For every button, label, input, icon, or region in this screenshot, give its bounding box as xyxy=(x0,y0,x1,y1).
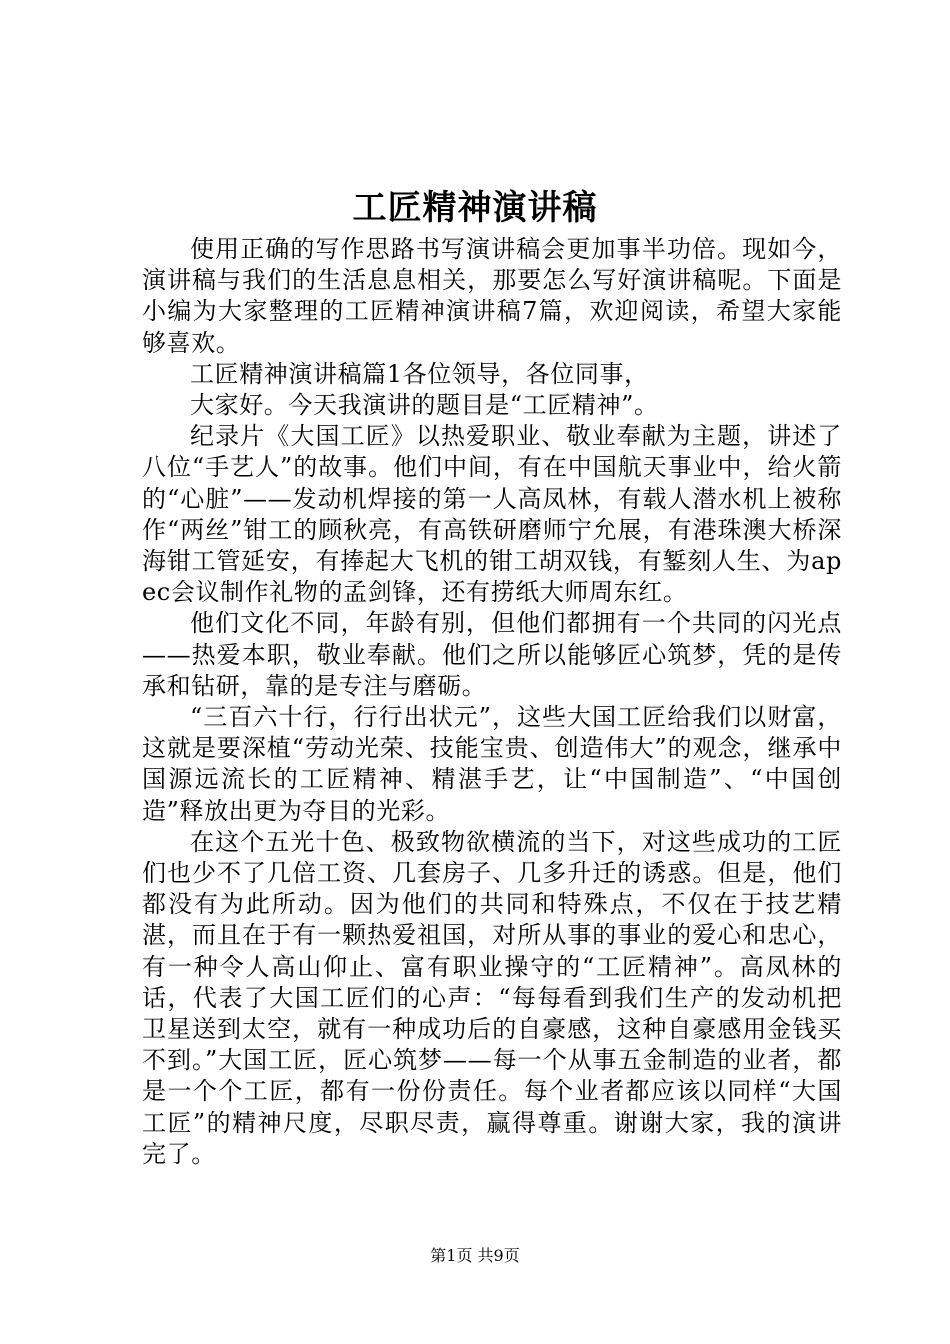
page-number-footer: 第1页 共9页 xyxy=(430,1246,520,1265)
document-title: 工匠精神演讲稿 xyxy=(352,188,598,228)
document-body xyxy=(142,234,842,1170)
paragraph-conclusion: 在这个五光十色、极致物欲横流的当下，对这些成功的工匠们也少不了几倍工资、几套房子、几多升迁的诱惑。但是，他们都没有为此所动。因为他们的共同和特殊点，不仅在于技艺精湛，而且在于有一颗热爱祖国，对所从事的事业的爱心和忠心，有一种令人高山仰止、富有职业操守的“工匠精神”。高凤林的话，代表了大国工匠们的心声：“每每看到我们生产的发动机把卫星送到太空，就有一种成功后的自豪感，这种自豪感用金钱买不到。”大国工匠，匠心筑梦——每一个从事五金制造的业者，都是一个个工匠，都有一份份责任。每个业者都应该以同样“大国工匠”的精神尺度，尽职尽责，赢得尊重。谢谢大家，我的演讲完了。 xyxy=(142,827,842,1168)
paragraph-heritage: “三百六十行，行行出状元”，这些大国工匠给我们以财富，这就是要深植“劳动光荣、技能宝贵、创造伟大”的观念，继承中国源远流长的工匠精神、精湛手艺，让“中国制造”、“中国创造”释放出更为夺目的光彩。 xyxy=(142,703,842,825)
paragraph-common-point: 他们文化不同，年龄有别，但他们都拥有一个共同的闪光点——热爱本职，敬业奉献。他们之所以能够匠心筑梦，凭的是传承和钻研，靠的是专注与磨砺。 xyxy=(142,609,842,700)
paragraph-documentary: 纪录片《大国工匠》以热爱职业、敬业奉献为主题，讲述了八位“手艺人”的故事。他们中间，有在中国航天事业中，给火箭的“心脏”——发动机焊接的第一人高凤林，有载人潜水机上被称作“两丝”钳工的顾秋亮，有高铁研磨师宁允展，有港珠澳大桥深海钳工管延安，有捧起大飞机的钳工胡双钱，有錾刻人生、为apec会议制作礼物的孟剑锋，还有捞纸大师周东红。 xyxy=(142,422,842,607)
paragraph-intro: 使用正确的写作思路书写演讲稿会更加事半功倍。现如今，演讲稿与我们的生活息息相关，那要怎么写好演讲稿呢。下面是小编为大家整理的工匠精神演讲稿7篇，欢迎阅读，希望大家能够喜欢。 xyxy=(142,235,842,357)
paragraph-greeting: 大家好。今天我演讲的题目是“工匠精神”。 xyxy=(190,391,659,420)
paragraph-salutation: 工匠精神演讲稿篇1各位领导，各位同事， xyxy=(190,359,649,388)
